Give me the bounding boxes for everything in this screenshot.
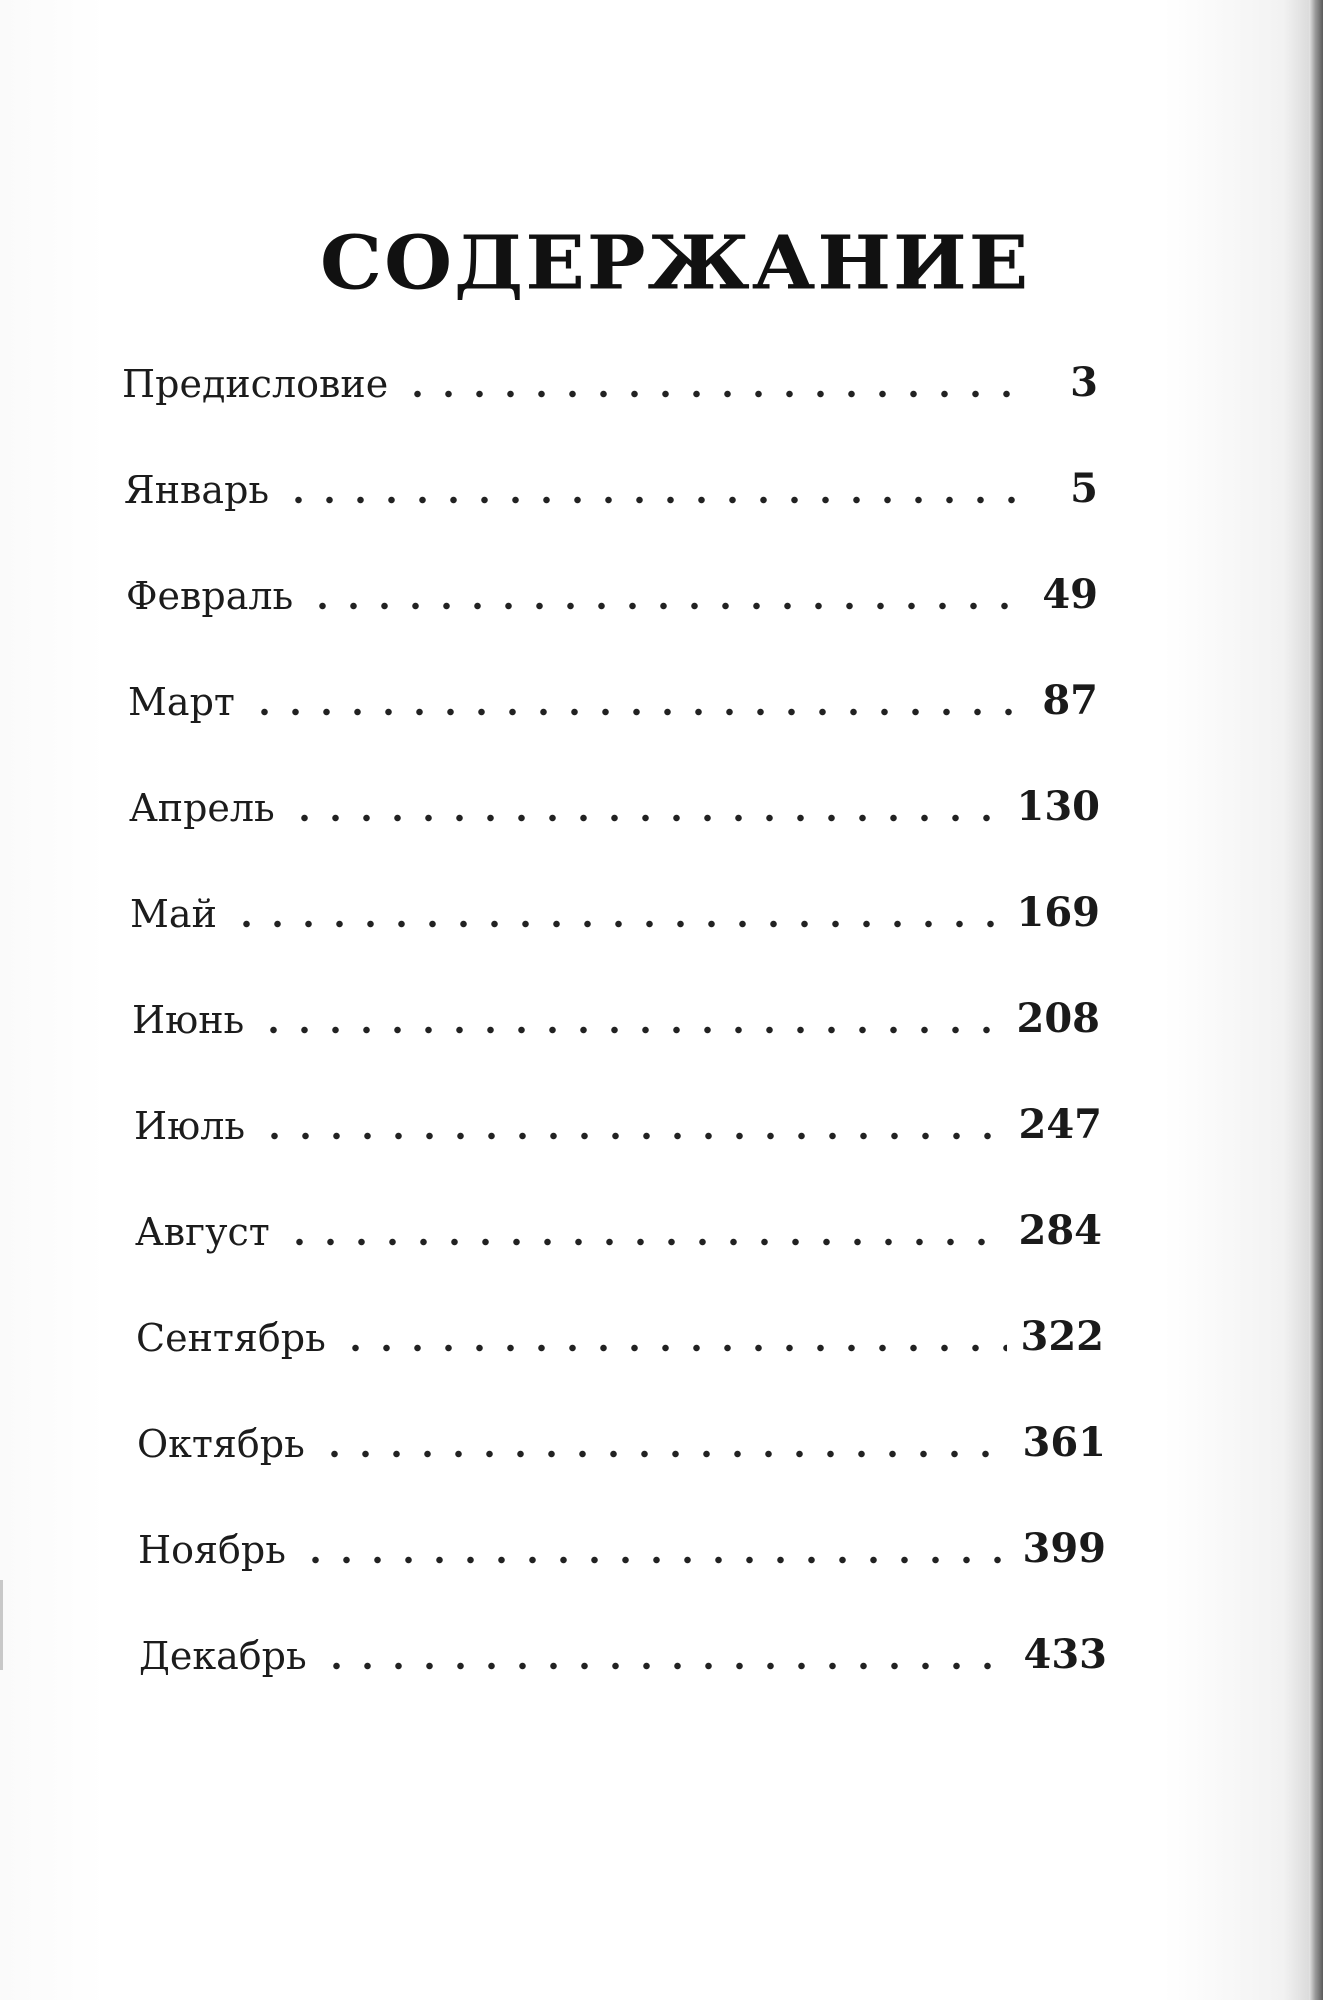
toc-entry-page: 130 (1016, 783, 1100, 830)
toc-entry-page: 322 (1020, 1313, 1104, 1360)
dot-leader (340, 1324, 1007, 1354)
toc-entry (135, 1194, 1102, 1254)
dot-leader (258, 1006, 1002, 1036)
dot-leader (231, 900, 1003, 930)
dot-leader (259, 1112, 1004, 1142)
dot-leader (402, 370, 1034, 400)
toc-entry-page: 284 (1018, 1207, 1102, 1254)
toc-entry-title: Сентябрь (136, 1316, 326, 1360)
toc-entry (124, 452, 1098, 512)
toc-entry-page: 5 (1070, 465, 1098, 512)
dot-leader (321, 1642, 1010, 1672)
toc-entry (130, 876, 1100, 936)
toc-entry-page: 399 (1022, 1525, 1106, 1572)
toc-entry (139, 1618, 1107, 1678)
toc-entry-title: Май (130, 892, 217, 936)
toc-entry-page: 247 (1018, 1101, 1102, 1148)
dot-leader (319, 1430, 1009, 1460)
toc-entry-page: 433 (1023, 1631, 1107, 1678)
toc-entry (129, 770, 1100, 830)
toc-entry (136, 1300, 1104, 1360)
toc-entry (137, 1406, 1106, 1466)
toc-entry-title: Июнь (132, 998, 245, 1042)
toc-entry (134, 1088, 1102, 1148)
dot-leader (283, 476, 1034, 506)
toc-entry-title: Июль (134, 1104, 246, 1148)
toc-entry-page: 3 (1070, 359, 1098, 406)
toc-entry-page: 87 (1042, 677, 1098, 724)
toc-entry-title: Апрель (129, 786, 275, 830)
toc-entry-title: Август (135, 1210, 270, 1254)
toc-entry-title: Ноябрь (138, 1528, 286, 1572)
toc-entry-page: 169 (1016, 889, 1100, 936)
toc-entry-title: Февраль (126, 574, 294, 618)
dot-leader (307, 582, 1028, 612)
toc-entry-title: Декабрь (139, 1634, 307, 1678)
toc-entry-page: 361 (1022, 1419, 1106, 1466)
toc-entry (122, 346, 1098, 406)
toc-entry-title: Предисловие (122, 362, 389, 406)
toc-entry-title: Октябрь (137, 1422, 305, 1466)
toc-entry-page: 208 (1016, 995, 1100, 1042)
dot-leader (289, 794, 1003, 824)
dot-leader (249, 688, 1028, 718)
toc-entry (126, 558, 1098, 618)
toc-entry-page: 49 (1042, 571, 1098, 618)
toc-entry (132, 982, 1100, 1042)
toc-entry-title: Март (128, 680, 235, 724)
dot-leader (284, 1218, 1005, 1248)
contents-heading: СОДЕРЖАНИЕ (320, 220, 1031, 307)
toc-entry-title: Январь (124, 468, 270, 512)
toc-entry (138, 1512, 1106, 1572)
toc-entry (128, 664, 1098, 724)
dot-leader (300, 1536, 1009, 1566)
